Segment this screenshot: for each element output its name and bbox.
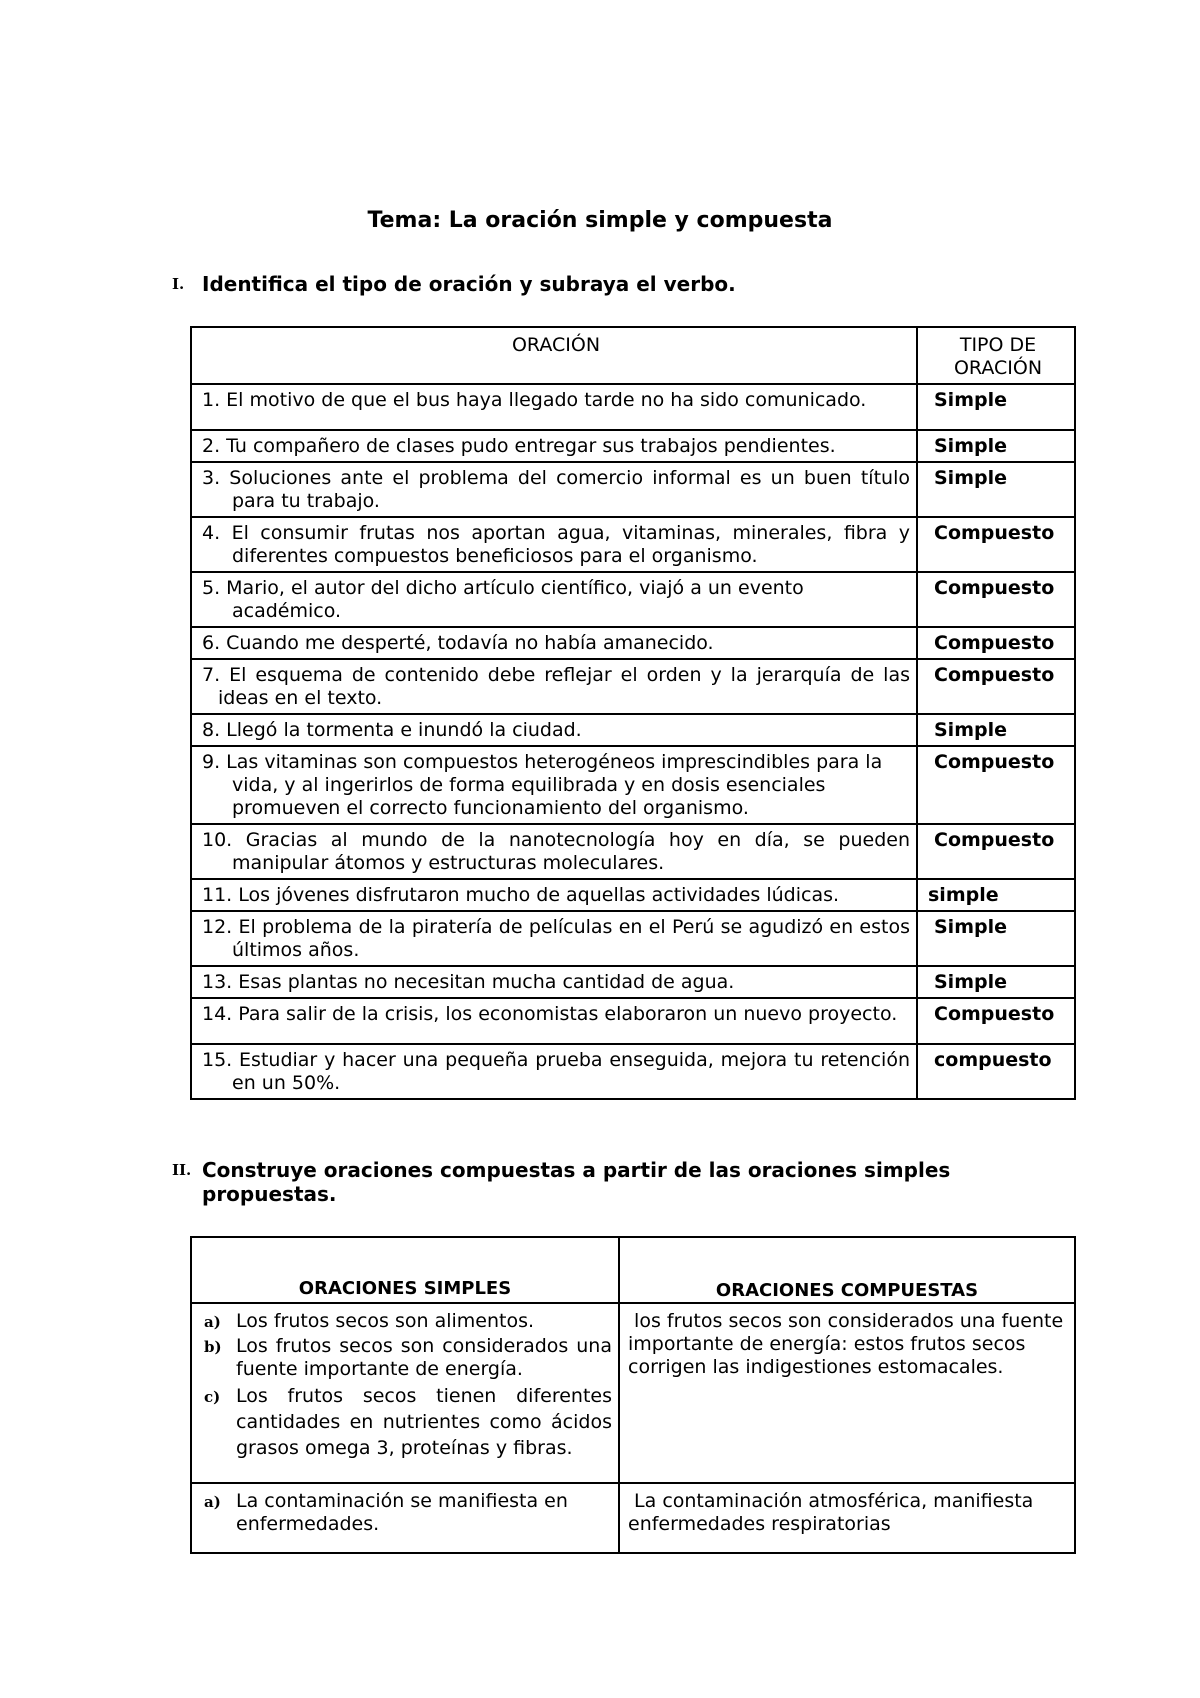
header-oraciones-compuestas: ORACIONES COMPUESTAS bbox=[619, 1237, 1075, 1303]
type-cell: Compuesto bbox=[917, 627, 1075, 659]
type-cell: simple bbox=[917, 879, 1075, 911]
item-marker: a) bbox=[204, 1313, 221, 1331]
sentence-text: 13. Esas plantas no necesitan mucha cantidad de agua. bbox=[202, 971, 735, 993]
simple-sentences-cell bbox=[191, 1483, 619, 1553]
sentence-text: 7. El esquema de contenido debe reflejar el orden y la jerarquía de las ideas en el texto. bbox=[202, 664, 910, 709]
sentence-text: 4. El consumir frutas nos aportan agua, vitaminas, minerales, fibra y diferentes compuestos beneficiosos para el organismo. bbox=[202, 522, 910, 567]
section-1-number: I. bbox=[172, 275, 185, 293]
item-marker: a) bbox=[204, 1493, 221, 1511]
type-cell: compuesto bbox=[917, 1044, 1075, 1099]
sentence-cell bbox=[191, 430, 917, 462]
sentence-text: 10. Gracias al mundo de la nanotecnología hoy en día, se pueden manipular átomos y estructuras moleculares. bbox=[202, 829, 910, 874]
sentence-cell bbox=[191, 1044, 917, 1099]
item-text: Los frutos secos son considerados una fuente importante de energía. bbox=[236, 1335, 612, 1380]
type-cell: Compuesto bbox=[917, 824, 1075, 879]
item-text: Los frutos secos tienen diferentes cantidades en nutrientes como ácidos grasos omega 3, proteínas y fibras. bbox=[236, 1385, 612, 1459]
type-cell: Compuesto bbox=[917, 572, 1075, 627]
table-row bbox=[191, 462, 1075, 517]
sentence-cell bbox=[191, 998, 917, 1044]
list-item bbox=[200, 1383, 612, 1461]
sentence-text: 2. Tu compañero de clases pudo entregar sus trabajos pendientes. bbox=[202, 435, 836, 457]
type-cell: Simple bbox=[917, 714, 1075, 746]
sentence-cell bbox=[191, 572, 917, 627]
sentence-text: 11. Los jóvenes disfrutaron mucho de aquellas actividades lúdicas. bbox=[202, 884, 840, 906]
sentence-cell bbox=[191, 714, 917, 746]
type-cell: Simple bbox=[917, 966, 1075, 998]
table-row bbox=[191, 384, 1075, 430]
sentence-text: 15. Estudiar y hacer una pequeña prueba enseguida, mejora tu retención en un 50%. bbox=[202, 1049, 910, 1094]
list-item bbox=[200, 1335, 612, 1381]
header-oracion: ORACIÓN bbox=[191, 327, 917, 384]
section-1-heading bbox=[172, 272, 1072, 298]
section-2-number: II. bbox=[172, 1161, 192, 1179]
type-cell: Compuesto bbox=[917, 659, 1075, 714]
sentence-cell bbox=[191, 879, 917, 911]
header-tipo: TIPO DE ORACIÓN bbox=[917, 327, 1075, 384]
sentence-type-table bbox=[190, 326, 1076, 1100]
sentence-text: 1. El motivo de que el bus haya llegado tarde no ha sido comunicado. bbox=[202, 389, 867, 411]
compound-sentence-cell: La contaminación atmosférica, manifiesta enfermedades respiratorias bbox=[619, 1483, 1075, 1553]
table-row bbox=[191, 746, 1075, 824]
sentence-cell bbox=[191, 746, 917, 824]
table-row bbox=[191, 966, 1075, 998]
table-row bbox=[191, 1483, 1075, 1553]
sentence-cell bbox=[191, 462, 917, 517]
sentence-cell bbox=[191, 384, 917, 430]
header-oraciones-simples: ORACIONES SIMPLES bbox=[191, 1237, 619, 1303]
table-row bbox=[191, 430, 1075, 462]
sentence-text: 5. Mario, el autor del dicho artículo científico, viajó a un evento académico. bbox=[202, 577, 804, 622]
sentence-cell bbox=[191, 966, 917, 998]
type-cell: Simple bbox=[917, 384, 1075, 430]
item-text: La contaminación se manifiesta en enfermedades. bbox=[236, 1490, 568, 1535]
section-2-instruction: Construye oraciones compuestas a partir de las oraciones simples propuestas. bbox=[202, 1158, 951, 1206]
section-1-instruction: Identifica el tipo de oración y subraya el verbo. bbox=[202, 272, 736, 296]
sentence-cell bbox=[191, 824, 917, 879]
compound-sentences-table bbox=[190, 1236, 1076, 1554]
table-row bbox=[191, 824, 1075, 879]
page-title: Tema: La oración simple y compuesta bbox=[367, 208, 833, 233]
sentence-cell bbox=[191, 911, 917, 966]
table-row bbox=[191, 1044, 1075, 1099]
table-row bbox=[191, 911, 1075, 966]
sentence-text: 6. Cuando me desperté, todavía no había amanecido. bbox=[202, 632, 714, 654]
type-cell: Compuesto bbox=[917, 998, 1075, 1044]
type-cell: Simple bbox=[917, 911, 1075, 966]
sentence-cell bbox=[191, 627, 917, 659]
sentence-text: 9. Las vitaminas son compuestos heterogéneos imprescindibles para la vida, y al ingerirlos de forma equilibrada y en dosis esenciales promueven el correcto funcionamiento del organismo. bbox=[202, 751, 883, 819]
sentence-cell bbox=[191, 659, 917, 714]
table-row bbox=[191, 659, 1075, 714]
item-marker: c) bbox=[204, 1388, 221, 1406]
sentence-text: 3. Soluciones ante el problema del comercio informal es un buen título para tu trabajo. bbox=[202, 467, 910, 512]
list-item bbox=[200, 1310, 612, 1333]
table-row bbox=[191, 714, 1075, 746]
table-row bbox=[191, 1303, 1075, 1483]
item-text: Los frutos secos son alimentos. bbox=[236, 1310, 535, 1332]
table-row bbox=[191, 572, 1075, 627]
table-row bbox=[191, 627, 1075, 659]
table-row bbox=[191, 879, 1075, 911]
sentence-text: 14. Para salir de la crisis, los economistas elaboraron un nuevo proyecto. bbox=[202, 1003, 898, 1025]
section-2-heading bbox=[172, 1158, 1072, 1212]
sentence-text: 12. El problema de la piratería de películas en el Perú se agudizó en estos últimos años. bbox=[202, 916, 910, 961]
table-row bbox=[191, 517, 1075, 572]
sentence-cell bbox=[191, 517, 917, 572]
item-marker: b) bbox=[204, 1338, 222, 1356]
compound-sentence-cell: los frutos secos son considerados una fuente importante de energía: estos frutos secos corrigen las indigestiones estomacales. bbox=[619, 1303, 1075, 1483]
type-cell: Compuesto bbox=[917, 517, 1075, 572]
sentence-text: 8. Llegó la tormenta e inundó la ciudad. bbox=[202, 719, 582, 741]
type-cell: Simple bbox=[917, 462, 1075, 517]
type-cell: Compuesto bbox=[917, 746, 1075, 824]
simple-sentences-cell bbox=[191, 1303, 619, 1483]
list-item bbox=[200, 1490, 612, 1536]
table-row bbox=[191, 998, 1075, 1044]
type-cell: Simple bbox=[917, 430, 1075, 462]
